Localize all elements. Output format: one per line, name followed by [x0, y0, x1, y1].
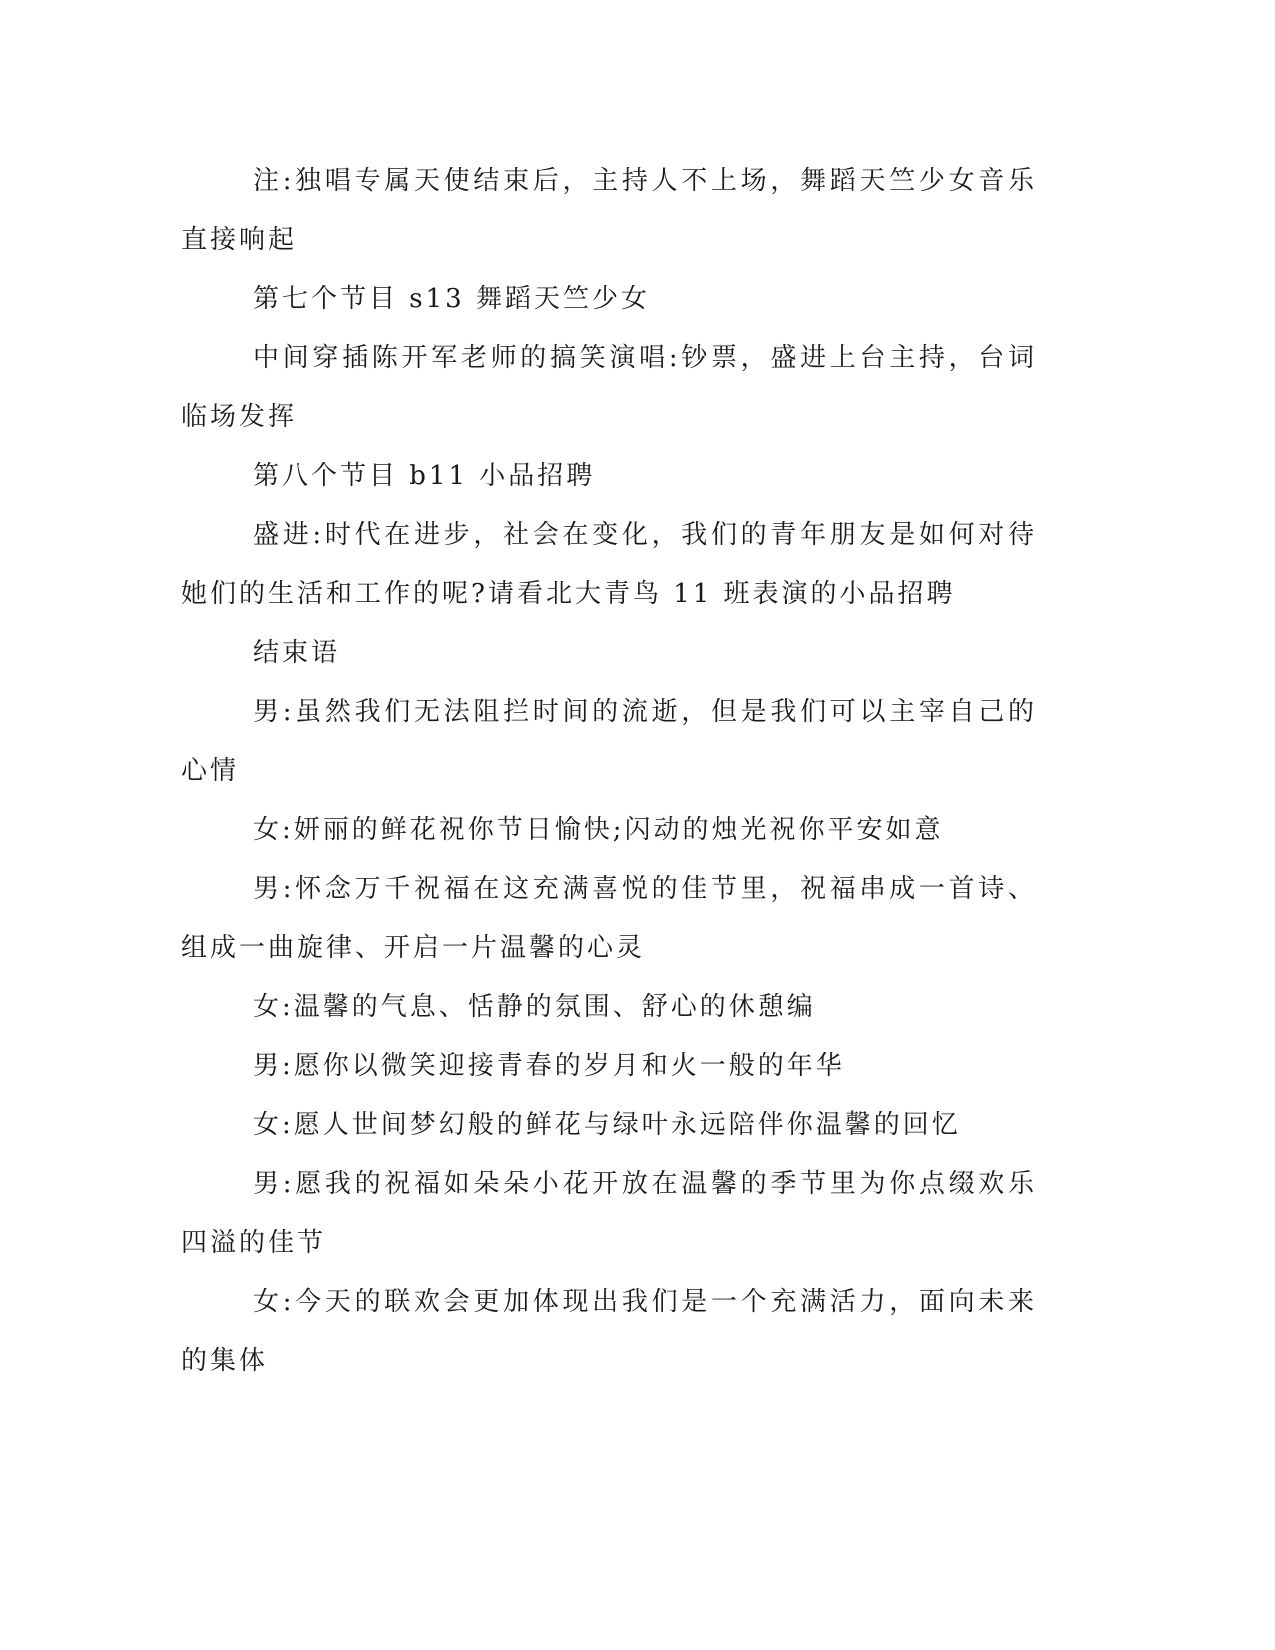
paragraph-program-8: 第八个节目 b11 小品招聘: [253, 461, 596, 491]
paragraph-female-3: 女:愿人世间梦幻般的鲜花与绿叶永远陪伴你温馨的回忆: [253, 1110, 961, 1140]
paragraph-shengjin-intro: 盛进:时代在进步，社会在变化，我们的青年朋友是如何对待她们的生活和工作的呢?请看北大青鸟 11 班表演的小品招聘: [181, 520, 1037, 609]
paragraph-male-2: 男:怀念万千祝福在这充满喜悦的佳节里，祝福串成一首诗、组成一曲旋律、开启一片温馨的心灵: [181, 874, 1037, 963]
paragraph-male-3: 男:愿你以微笑迎接青春的岁月和火一般的年华: [253, 1051, 845, 1081]
paragraph-interlude: 中间穿插陈开军老师的搞笑演唱:钞票，盛进上台主持，台词临场发挥: [181, 343, 1037, 432]
paragraph-female-2: 女:温馨的气息、恬静的氛围、舒心的休憩编: [253, 992, 816, 1022]
paragraph-female-1: 女:妍丽的鲜花祝你节日愉快;闪动的烛光祝你平安如意: [253, 815, 944, 845]
paragraph-note-solo: 注:独唱专属天使结束后，主持人不上场，舞蹈天竺少女音乐直接响起: [181, 166, 1037, 255]
paragraph-closing-heading: 结束语: [253, 638, 341, 668]
paragraph-program-7: 第七个节目 s13 舞蹈天竺少女: [253, 284, 650, 314]
document-page: [181, 152, 1037, 1391]
paragraph-male-4: 男:愿我的祝福如朵朵小花开放在温馨的季节里为你点缀欢乐四溢的佳节: [181, 1169, 1037, 1258]
paragraph-female-4: 女:今天的联欢会更加体现出我们是一个充满活力，面向未来的集体: [181, 1287, 1037, 1376]
paragraph-male-1: 男:虽然我们无法阻拦时间的流逝，但是我们可以主宰自己的心情: [181, 697, 1037, 786]
